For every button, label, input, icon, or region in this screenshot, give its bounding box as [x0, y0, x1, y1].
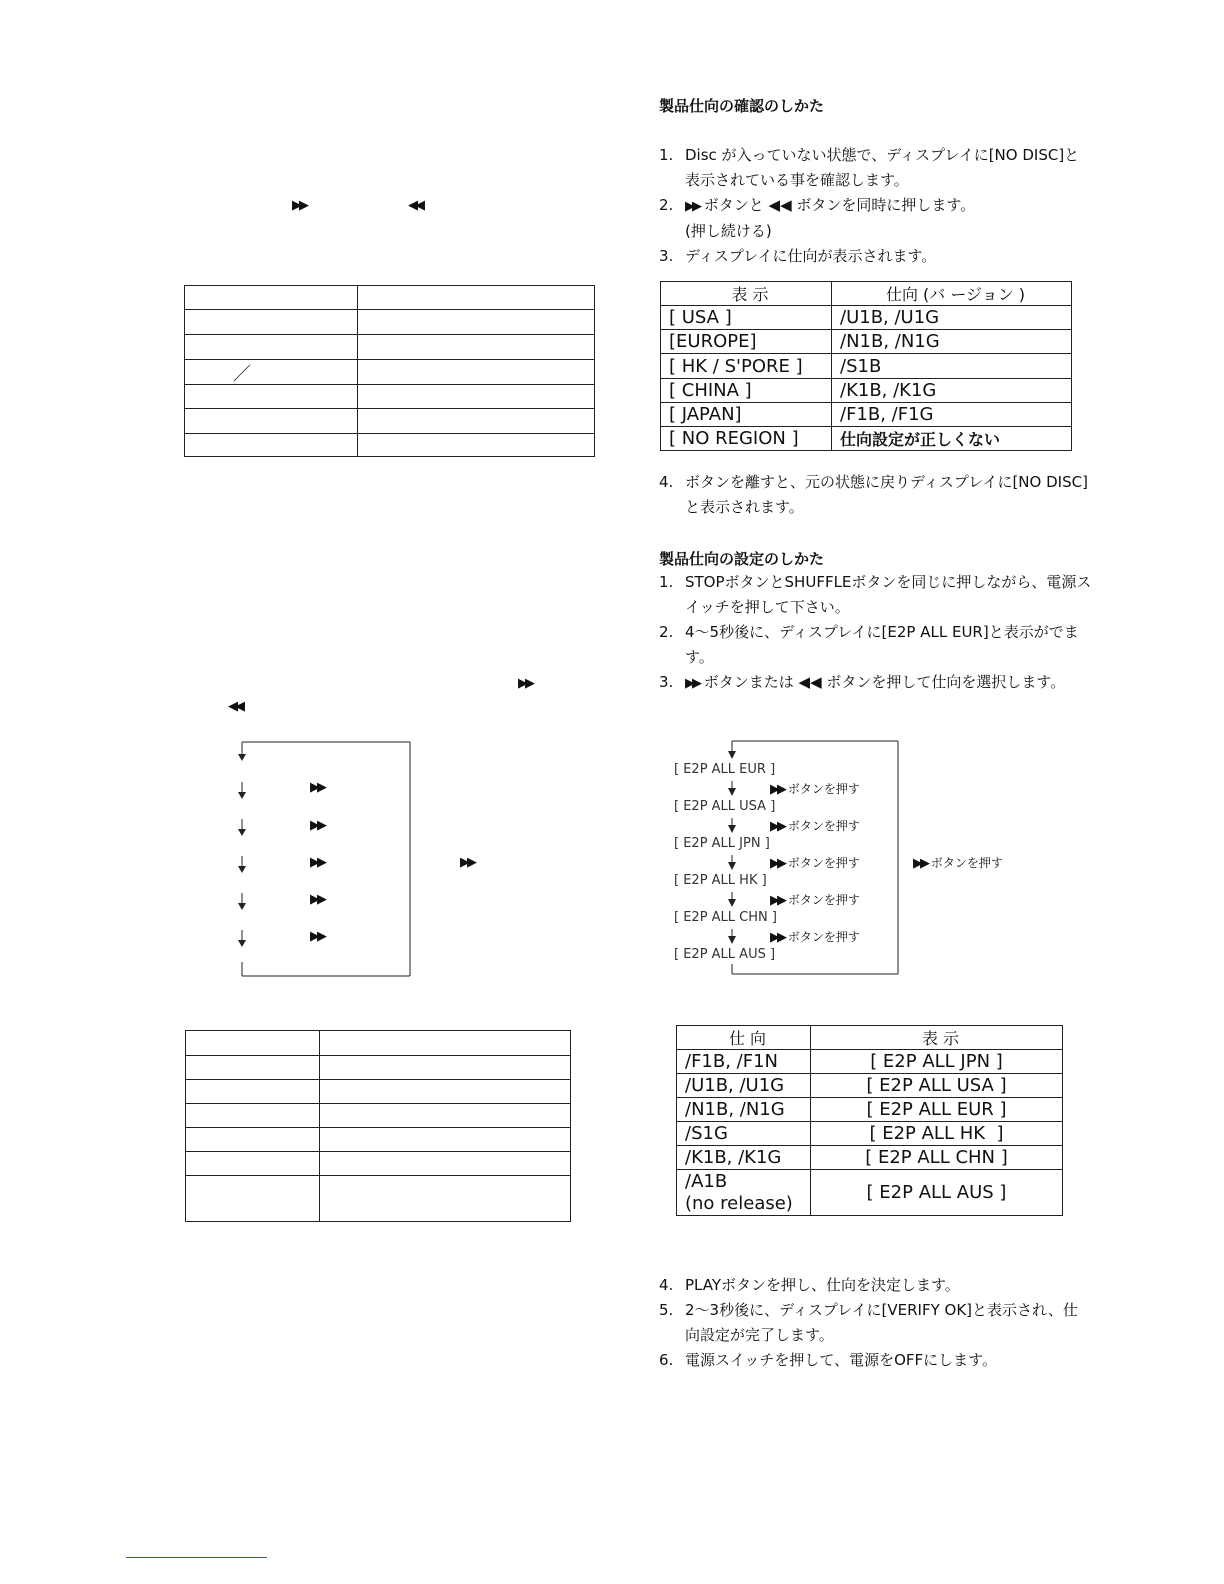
e2p-header-version: 仕 向 [677, 1026, 811, 1050]
slash-mark: ／ [233, 364, 251, 385]
fast-forward-icon: ▶▶ [685, 676, 699, 691]
step-text: 4～5秒後に、ディスプレイに[E2P ALL EUR]と表示がでま [685, 623, 1079, 641]
fast-forward-icon: ▶▶ [770, 819, 784, 834]
fast-forward-icon: ▶▶ [310, 780, 324, 795]
region-header-display: 表 示 [661, 282, 832, 306]
check-step-3 [659, 244, 1079, 269]
step-text: ディスプレイに仕向が表示されます。 [685, 247, 937, 265]
step-text: ボタンまたは ◀◀ ボタンを押して仕向を選択します。 [703, 673, 1066, 691]
e2p-table-header [677, 1026, 1063, 1050]
step-text: STOPボタンとSHUFFLEボタンを同じに押しながら、電源ス [685, 573, 1092, 591]
step-number: 2. [659, 196, 674, 214]
set-step-2 [659, 620, 1091, 645]
press-label [770, 817, 860, 834]
step-number: 2. [659, 623, 674, 641]
step-number: 4. [659, 473, 674, 491]
table-row [677, 1074, 1063, 1098]
fast-forward-icon: ▶▶ [310, 892, 324, 907]
check-step-4-block [659, 470, 1088, 520]
table-row [661, 306, 1072, 330]
flow-item-jpn: [ E2P ALL JPN ] [674, 836, 770, 851]
press-label [770, 891, 860, 908]
fast-forward-icon: ▶▶ [913, 856, 927, 871]
left-table-2 [185, 1030, 571, 1222]
press-label [770, 780, 860, 797]
region-table [660, 281, 1072, 451]
release-note: (no release) [685, 1192, 793, 1214]
fast-forward-icon: ▶▶ [292, 198, 306, 213]
check-step-4-cont: と表示されます。 [685, 498, 804, 516]
check-step-4 [659, 470, 1088, 495]
check-step-2 [659, 193, 1079, 219]
flow-item-chn: [ E2P ALL CHN ] [674, 910, 777, 925]
rewind-icon: ◀◀ [228, 699, 242, 714]
step-number: 4. [659, 1276, 674, 1294]
table-cell: [EUROPE] [661, 330, 832, 354]
table-row [677, 1050, 1063, 1074]
fast-forward-icon: ▶▶ [770, 893, 784, 908]
fast-forward-icon: ▶▶ [310, 855, 324, 870]
set-step-4 [659, 1273, 1078, 1298]
table-cell [677, 1170, 811, 1216]
table-cell: [ E2P ALL HK ] [811, 1122, 1063, 1146]
rewind-icon: ◀◀ [408, 198, 422, 213]
table-row [677, 1146, 1063, 1170]
fast-forward-icon: ▶▶ [685, 199, 699, 214]
table-cell: [ E2P ALL USA ] [811, 1074, 1063, 1098]
table-row [677, 1098, 1063, 1122]
fast-forward-icon: ▶▶ [770, 782, 784, 797]
check-section-heading: 製品仕向の確認のしかた [659, 97, 825, 115]
step-text: ボタンを離すと、元の状態に戻りディスプレイに[NO DISC] [685, 473, 1088, 491]
table-cell: /K1B, /K1G [832, 379, 1072, 403]
flow-item-hk: [ E2P ALL HK ] [674, 873, 767, 888]
loop-press-label [913, 854, 1003, 871]
fast-forward-icon: ▶▶ [518, 676, 532, 691]
table-cell: 仕向設定が正しくない [832, 427, 1072, 451]
press-label-text: ボタンを押す [787, 856, 860, 870]
set-step-1 [659, 570, 1091, 595]
check-step-1-cont: 表示されている事を確認します。 [685, 171, 909, 189]
table-cell: [ E2P ALL JPN ] [811, 1050, 1063, 1074]
table-cell: /S1B [832, 354, 1072, 379]
step-number: 1. [659, 573, 674, 591]
press-label-text: ボタンを押す [787, 782, 860, 796]
check-steps [659, 143, 1079, 269]
fast-forward-icon: ▶▶ [460, 855, 474, 870]
final-steps [659, 1273, 1078, 1373]
step-number: 5. [659, 1301, 674, 1319]
table-cell: [ E2P ALL EUR ] [811, 1098, 1063, 1122]
table-row [661, 403, 1072, 427]
table-cell: [ JAPAN] [661, 403, 832, 427]
table-cell: /U1B, /U1G [677, 1074, 811, 1098]
table-row [677, 1170, 1063, 1216]
table-cell: [ NO REGION ] [661, 427, 832, 451]
fast-forward-icon: ▶▶ [770, 856, 784, 871]
check-step-2-cont: (押し続ける) [685, 222, 772, 240]
set-step-1-cont: イッチを押して下さい。 [685, 598, 850, 616]
flow-item-aus: [ E2P ALL AUS ] [674, 947, 776, 962]
table-row [661, 427, 1072, 451]
press-label [770, 854, 860, 871]
e2p-table [676, 1025, 1063, 1216]
table-row [677, 1122, 1063, 1146]
fast-forward-icon: ▶▶ [310, 818, 324, 833]
step-text: PLAYボタンを押し、仕向を決定します。 [685, 1276, 960, 1294]
set-step-5 [659, 1298, 1078, 1323]
check-step-1 [659, 143, 1079, 168]
table-row [661, 379, 1072, 403]
e2p-header-display: 表 示 [811, 1026, 1063, 1050]
table-cell: /S1G [677, 1122, 811, 1146]
set-section-heading: 製品仕向の設定のしかた [659, 550, 825, 568]
table-row [661, 330, 1072, 354]
table-cell: [ HK / S'PORE ] [661, 354, 832, 379]
table-cell: [ USA ] [661, 306, 832, 330]
fast-forward-icon: ▶▶ [770, 930, 784, 945]
step-text: ボタンと ◀◀ ボタンを同時に押します。 [703, 196, 976, 214]
set-step-5-cont: 向設定が完了します。 [685, 1326, 834, 1344]
step-number: 3. [659, 673, 674, 691]
table-cell: /F1B, /F1N [677, 1050, 811, 1074]
step-number: 1. [659, 146, 674, 164]
version-code: /A1B [685, 1170, 728, 1192]
table-cell: [ E2P ALL AUS ] [811, 1170, 1063, 1216]
table-cell: [ E2P ALL CHN ] [811, 1146, 1063, 1170]
left-table-1 [184, 285, 595, 457]
region-table-header [661, 282, 1072, 306]
press-label [770, 928, 860, 945]
table-cell: /U1B, /U1G [832, 306, 1072, 330]
table-cell: [ CHINA ] [661, 379, 832, 403]
footer-rule [126, 1557, 267, 1558]
set-step-3 [659, 670, 1091, 696]
table-row [661, 354, 1072, 379]
table-cell: /K1B, /K1G [677, 1146, 811, 1170]
press-label-text: ボタンを押す [787, 893, 860, 907]
table-cell: /F1B, /F1G [832, 403, 1072, 427]
table-cell: /N1B, /N1G [832, 330, 1072, 354]
loop-press-label-text: ボタンを押す [930, 856, 1003, 870]
step-number: 3. [659, 247, 674, 265]
fast-forward-icon: ▶▶ [310, 929, 324, 944]
step-text: 電源スイッチを押して、電源をOFFにします。 [685, 1351, 997, 1369]
set-step-6 [659, 1348, 1078, 1373]
set-step-2-cont: す。 [685, 648, 714, 666]
set-steps [659, 570, 1091, 696]
region-header-version: 仕向 (バ ージョン ) [832, 282, 1072, 306]
press-label-text: ボタンを押す [787, 930, 860, 944]
step-text: 2～3秒後に、ディスプレイに[VERIFY OK]と表示され、仕 [685, 1301, 1078, 1319]
step-text: Disc が入っていない状態で、ディスプレイに[NO DISC]と [685, 146, 1080, 164]
step-number: 6. [659, 1351, 674, 1369]
press-label-text: ボタンを押す [787, 819, 860, 833]
table-cell: /N1B, /N1G [677, 1098, 811, 1122]
flow-item-usa: [ E2P ALL USA ] [674, 799, 776, 814]
flow-item-eur: [ E2P ALL EUR ] [674, 762, 776, 777]
